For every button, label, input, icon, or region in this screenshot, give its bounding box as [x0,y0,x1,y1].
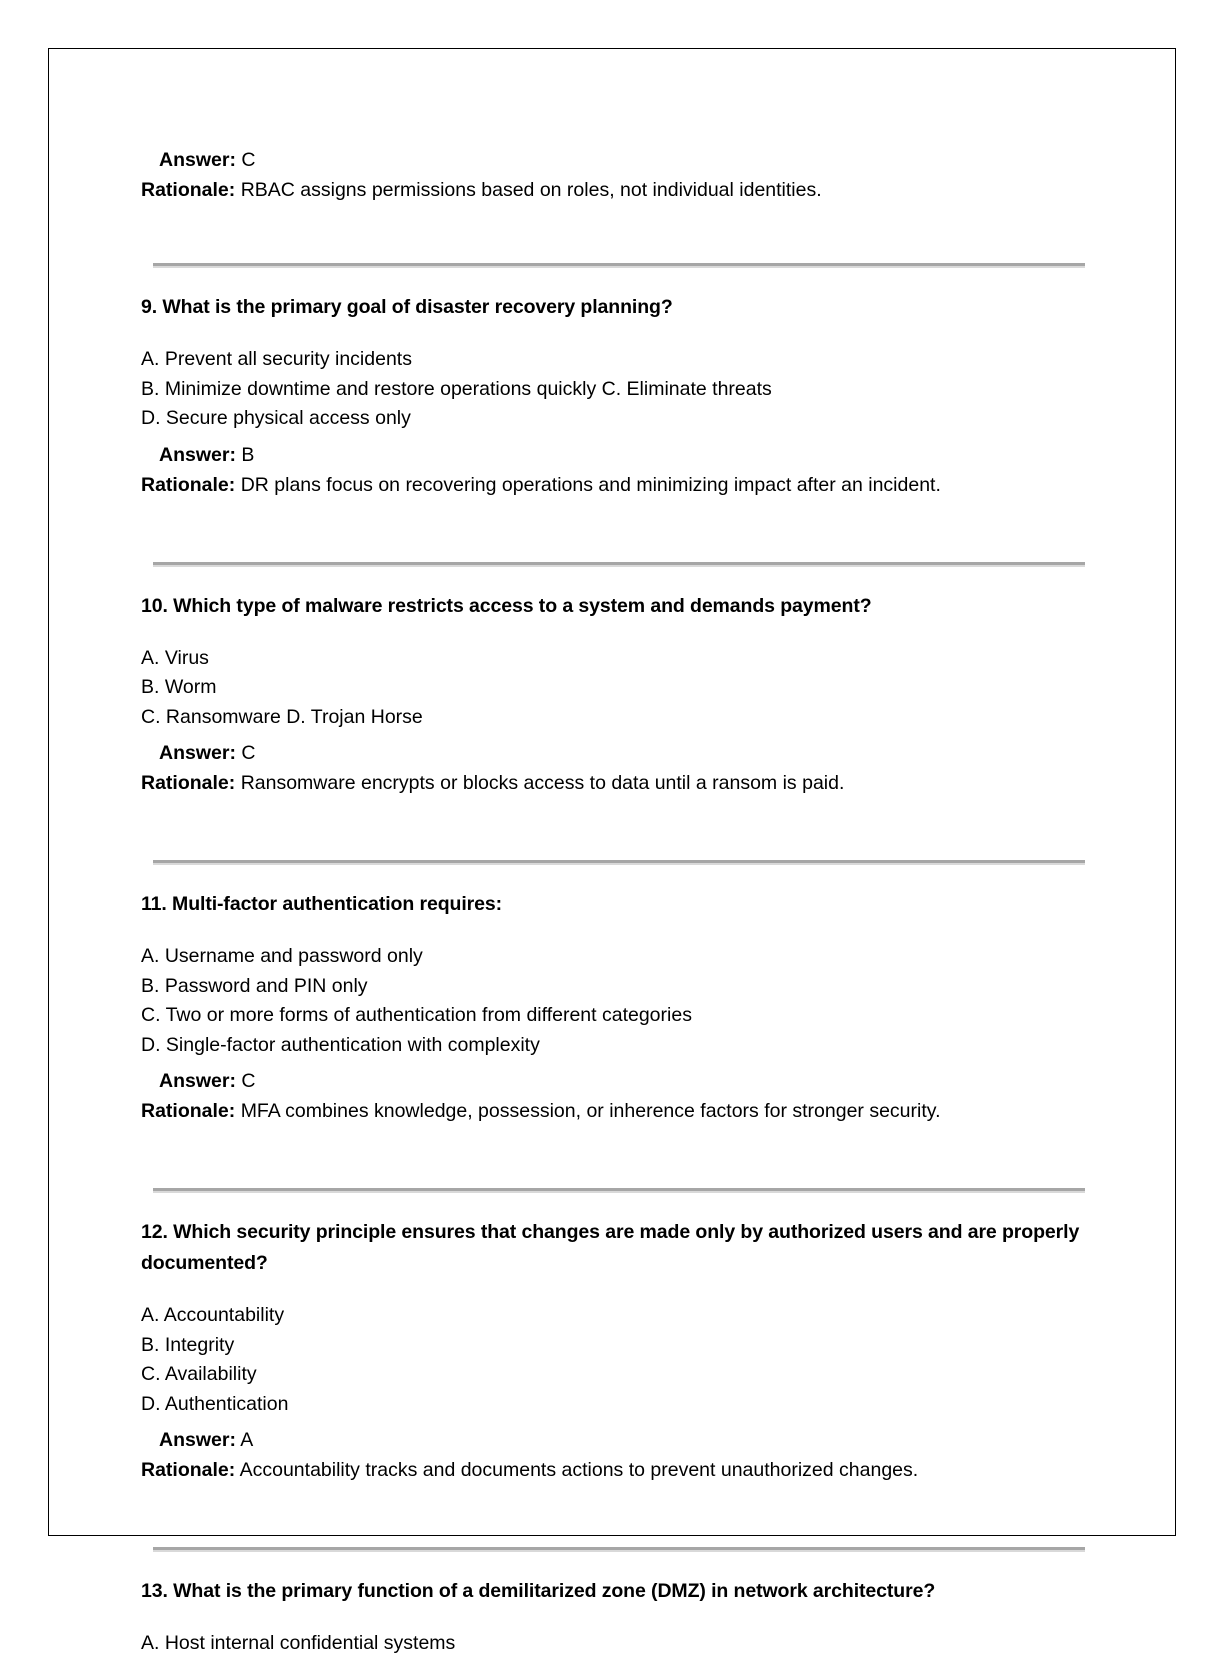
rationale-line [141,470,1081,500]
answer-value: C [241,742,256,764]
option-item[interactable]: B. Integrity [141,1333,235,1356]
rationale-label: Rationale: [141,1100,236,1122]
option-item[interactable]: D. Single-factor authentication with complexity [141,1033,540,1056]
section-separator [153,263,1085,268]
answer-value: B [241,443,255,466]
answer-label: Answer: [159,443,236,466]
question-block-10 [141,591,1081,799]
carryover-answer-block [141,145,1081,205]
question-heading: 12. Which security principle ensures that changes are made only by authorized users and are properly documented? [141,1221,1080,1274]
section-separator [153,1547,1085,1552]
option-item[interactable]: B. Minimize downtime and restore operations quickly C. Eliminate threats [141,377,772,400]
separator-wrap [141,1485,1081,1552]
question-block-9 [141,292,1081,500]
separator-wrap [141,1126,1081,1193]
option-item[interactable]: C. Availability [141,1363,257,1385]
answer-line [159,1066,1081,1096]
question-block-12 [141,1217,1081,1485]
answer-label: Answer: [159,1429,236,1451]
page-content [141,145,1081,1659]
section-separator [153,562,1085,567]
question-block-11 [141,889,1081,1126]
answer-line [159,440,1081,470]
option-item[interactable]: C. Two or more forms of authentication from different categories [141,1004,692,1026]
rationale-line [141,768,1081,798]
rationale-value: Accountability tracks and documents actions to prevent unauthorized changes. [239,1459,919,1481]
rationale-label: Rationale: [141,179,236,201]
page-frame [48,48,1176,1654]
answer-value: A [240,1429,254,1451]
rationale-label: Rationale: [141,473,236,496]
option-item[interactable]: B. Worm [141,676,217,698]
answer-value: C [241,149,256,171]
option-item[interactable]: A. Username and password only [141,945,423,967]
separator-wrap [141,798,1081,865]
option-list [141,644,1081,733]
rationale-value: DR plans focus on recovering operations and minimizing impact after an incident. [240,473,941,496]
rationale-value: MFA combines knowledge, possession, or inherence factors for stronger security. [240,1100,941,1122]
answer-value: C [241,1070,256,1092]
answer-line [159,738,1081,768]
answer-label: Answer: [159,1070,236,1092]
question-heading: 10. Which type of malware restricts access to a system and demands payment? [141,594,872,617]
option-item[interactable]: A. Prevent all security incidents [141,348,412,370]
question-heading: 9. What is the primary goal of disaster recovery planning? [141,296,673,318]
rationale-line [141,1096,1081,1126]
option-item[interactable]: C. Ransomware D. Trojan Horse [141,705,423,728]
rationale-value: Ransomware encrypts or blocks access to data until a ransom is paid. [240,772,845,794]
question-heading: 13. What is the primary function of a demilitarized zone (DMZ) in network architecture? [141,1580,936,1602]
answer-line [159,145,1081,175]
separator-wrap [141,500,1081,567]
answer-line [159,1425,1081,1455]
rationale-label: Rationale: [141,1459,236,1481]
option-list [141,1629,1081,1659]
rationale-label: Rationale: [141,772,236,794]
option-item[interactable]: A. Virus [141,646,209,669]
option-list [141,942,1081,1060]
section-separator [153,1188,1085,1193]
rationale-line [141,175,1081,205]
answer-label: Answer: [159,742,236,764]
separator-wrap [141,205,1081,268]
section-separator [153,860,1085,865]
option-item[interactable]: D. Authentication [141,1392,289,1415]
option-list [141,1301,1081,1419]
rationale-line [141,1455,1081,1485]
answer-label: Answer: [159,149,236,171]
question-block-13 [141,1576,1081,1659]
question-heading: 11. Multi-factor authentication requires: [141,893,503,915]
rationale-value: RBAC assigns permissions based on roles, not individual identities. [240,179,822,201]
option-list [141,345,1081,434]
option-item[interactable]: A. Host internal confidential systems [141,1632,456,1654]
option-item[interactable]: A. Accountability [141,1304,285,1326]
option-item[interactable]: D. Secure physical access only [141,407,411,429]
option-item[interactable]: B. Password and PIN only [141,974,368,997]
